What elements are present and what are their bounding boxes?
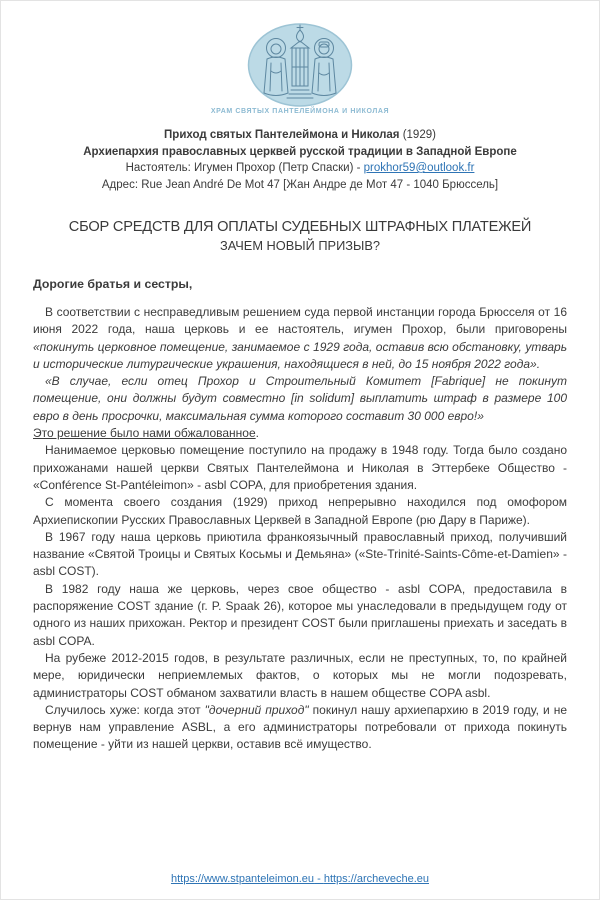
parish-name-line bbox=[33, 127, 567, 144]
footer-link-separator: - bbox=[314, 873, 324, 885]
archdiocese-line: Архиепархия православных церквей русской традиции в Западной Европе bbox=[83, 145, 517, 158]
salutation: Дорогие братья и сестры, bbox=[33, 277, 193, 291]
quote-penalty: «В случае, если отец Прохор и Строительный Комитет [Fabrique] не покинут помещение, они должны будут совместно [in solidum] выплатить штраф в размере 100 евро в день просрочки, максимальная сумма которого составит 30 000 евро!» bbox=[33, 374, 567, 423]
parish-emblem-icon bbox=[247, 23, 353, 107]
rector-line bbox=[33, 160, 567, 177]
parish-logo bbox=[33, 23, 567, 115]
paragraph-1948: Нанимаемое церковью помещение поступило на продажу в 1948 году. Тогда было создано прихожанами нашей церкви Святых Пантелеймона и Николая в Эттербеке Общество - «Conférence St-Pantéleimon» - asbl COPA, для приобретения здания. bbox=[33, 443, 567, 492]
rector-email-link[interactable]: prokhor59@outlook.fr bbox=[363, 162, 475, 174]
footer-links bbox=[33, 873, 567, 887]
paragraph-1982: В 1982 году наша же церковь, через свое общество - asbl COPA, предоставила в распоряжение COST здание (г. P. Spaak 26), которое мы унаследовали в предыдущем году от одного из наших прихожан. Ректор и президент COST были приглашены приехать и заседать в asbl COPA. bbox=[33, 581, 567, 648]
logo-caption: ХРАМ СВЯТЫХ ПАНТЕЛЕЙМОНА И НИКОЛАЯ bbox=[210, 108, 390, 115]
appeal-period: . bbox=[255, 426, 259, 441]
paragraph-2012-2015: На рубеже 2012-2015 годов, в результате различных, если не преступных, то, по крайней мере, юридически неприемлемых фактов, о которых мы не могли подозревать, администраторы COST обманом захватили власть в нашем обществе COPA asbl. bbox=[33, 650, 567, 700]
p7-daughter-parish: "дочерний приход" bbox=[204, 702, 309, 717]
paragraph-1967: В 1967 году наша церковь приютила франкоязычный православный приход, получивший название «Святой Троицы и Святых Косьмы и Демьяна» («Ste-Trinité-Saints-Côme-et-Damien» - asbl COST). bbox=[33, 529, 567, 579]
letterhead bbox=[33, 127, 567, 193]
paragraph-2019 bbox=[33, 702, 567, 754]
paragraph-court-decision: В соответствии с несправедливым решением суда первой инстанции города Брюсселя от 16 июня 2022 года, наша церковь и ее настоятель, игумен Прохор, были приговорены bbox=[33, 305, 567, 337]
rector-label: Настоятель: Игумен Прохор (Петр Спаски) - bbox=[125, 162, 364, 174]
p7-text-after: покинул нашу архиепархию в 2019 году, и не вернув нам управление ASBL, а его администраторы потребовали от прихода покинуть помещение - уйти из нашей церкви, оставив всё имущество. bbox=[33, 702, 567, 752]
appeal-underlined-text: Это решение было нами обжалованное bbox=[33, 426, 256, 441]
document-title bbox=[33, 219, 567, 253]
title-line-2: ЗАЧЕМ НОВЫЙ ПРИЗЫВ? bbox=[220, 238, 380, 253]
parish-year: (1929) bbox=[399, 129, 436, 141]
paragraph-1929-omophorion: С момента своего создания (1929) приход непрерывно находился под омофором Архиепископии Русских Православных Церквей в Западной Европе (рю Дару в Париже). bbox=[33, 495, 567, 527]
parish-website-link[interactable]: https://www.stpanteleimon.eu bbox=[170, 873, 315, 885]
paragraph-appeal bbox=[33, 425, 567, 442]
parish-name: Приход святых Пантелеймона и Николая bbox=[164, 129, 400, 141]
quote-leave-premises: «покинуть церковное помещение, занимаемое с 1929 года, оставив всю обстановку, утварь и исторические литургические украшения, находящиеся в ней, до 15 ноября 2022 года». bbox=[33, 339, 567, 371]
archdiocese-website-link[interactable]: https://archeveche.eu bbox=[323, 873, 430, 885]
title-line-1: СБОР СРЕДСТВ ДЛЯ ОПЛАТЫ СУДЕБНЫХ ШТРАФНЫХ ПЛАТЕЖЕЙ bbox=[68, 219, 532, 235]
p7-text-before: Случилось хуже: когда этот bbox=[45, 702, 205, 717]
address-line: Адрес: Rue Jean André De Mot 47 [Жан Андре де Мот 47 - 1040 Брюссель] bbox=[101, 178, 499, 191]
